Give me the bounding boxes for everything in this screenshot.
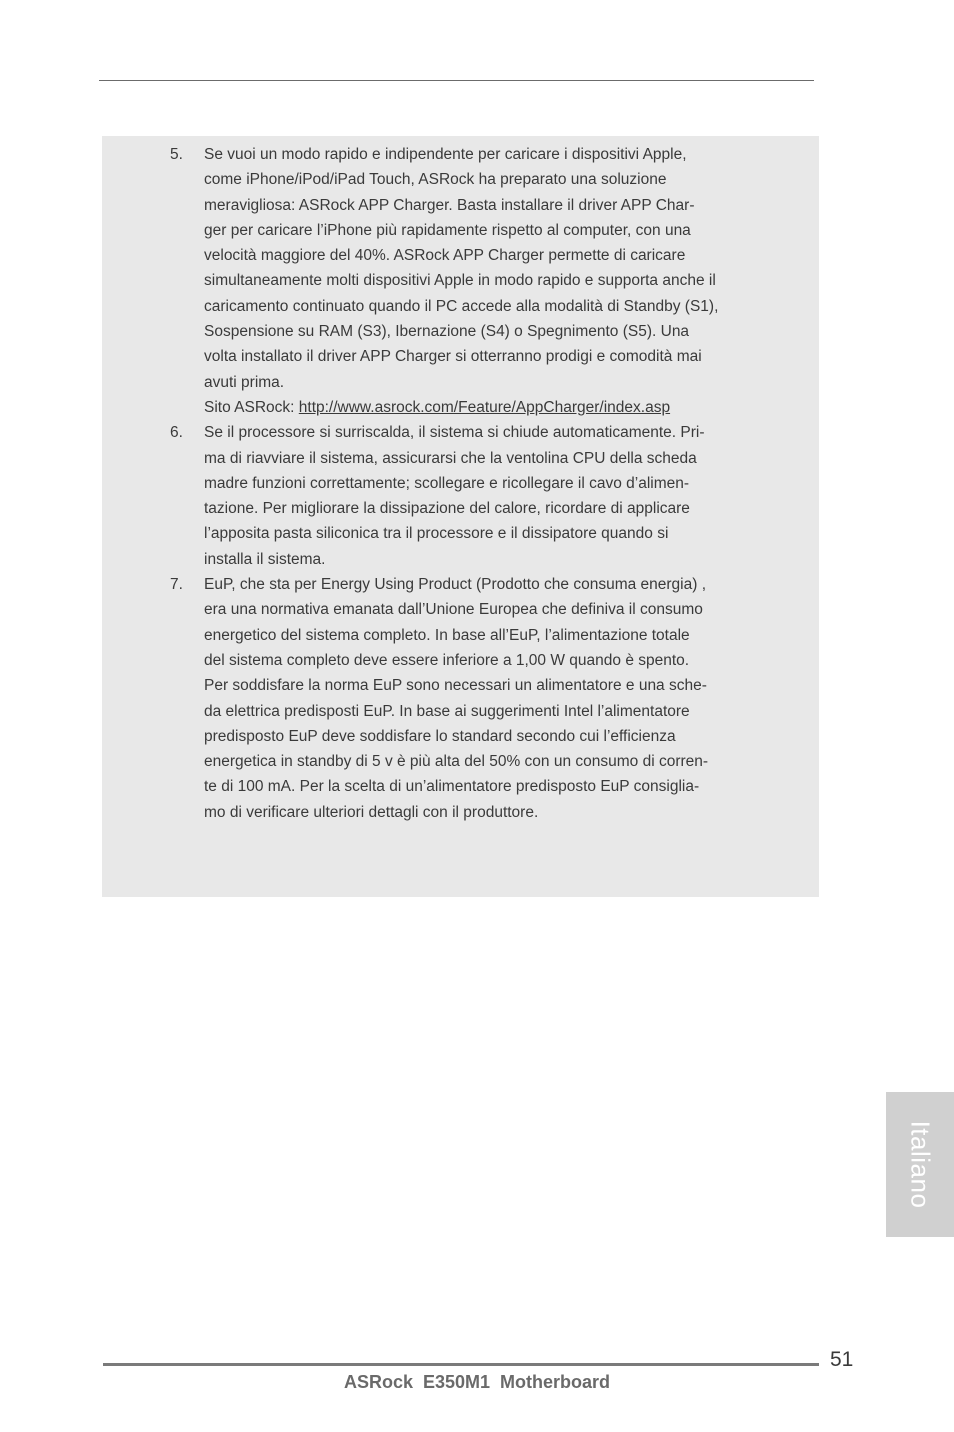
language-tab-label: Italiano bbox=[905, 1120, 936, 1209]
note-line: del sistema completo deve essere inferiore a 1,00 W quando è spento. bbox=[204, 651, 690, 669]
note-line: simultaneamente molti dispositivi Apple in modo rapido e supporta anche il bbox=[204, 272, 716, 290]
note-number: 6. bbox=[170, 424, 183, 442]
note-line: energetico del sistema completo. In base all’EuP, l’alimentazione totale bbox=[204, 626, 690, 644]
note-line: madre funzioni correttamente; scollegare e ricollegare il cavo d’alimen- bbox=[204, 474, 690, 492]
bottom-rule bbox=[103, 1363, 819, 1366]
site-label: Sito ASRock: bbox=[204, 398, 299, 416]
note-line: da elettrica predisposti EuP. In base ai suggerimenti Intel l’alimentatore bbox=[204, 702, 690, 720]
note-line: ger per caricare l’iPhone più rapidamente rispetto al computer, con una bbox=[204, 221, 691, 239]
note-line: installa il sistema. bbox=[204, 550, 326, 568]
note-line: caricamento continuato quando il PC accede alla modalità di Standby (S1), bbox=[204, 297, 719, 315]
note-item-5 bbox=[160, 142, 780, 420]
language-side-tab bbox=[886, 1092, 954, 1237]
note-line: Se il processore si surriscalda, il sistema si chiude automaticamente. Pri- bbox=[204, 424, 705, 442]
note-number: 7. bbox=[170, 576, 183, 594]
note-line: EuP, che sta per Energy Using Product (Prodotto che consuma energia) , bbox=[204, 576, 707, 594]
note-item-6 bbox=[160, 420, 780, 572]
note-line: Sospensione su RAM (S3), Ibernazione (S4) o Spegnimento (S5). Una bbox=[204, 323, 690, 341]
footer-title: ASRock E350M1 Motherboard bbox=[343, 1372, 611, 1392]
note-number: 5. bbox=[170, 146, 183, 163]
note-item-7 bbox=[160, 572, 780, 825]
note-line: predisposto EuP deve soddisfare lo standard secondo cui l’efficienza bbox=[204, 727, 676, 745]
note-line: meravigliosa: ASRock APP Charger. Basta installare il driver APP Char- bbox=[204, 196, 695, 214]
note-text bbox=[204, 420, 780, 572]
note-line: mo di verificare ulteriori dettagli con il produttore. bbox=[204, 803, 539, 821]
note-line: Per soddisfare la norma EuP sono necessari un alimentatore e una sche- bbox=[204, 677, 707, 695]
note-line: Se vuoi un modo rapido e indipendente per caricare i dispositivi Apple, bbox=[204, 146, 687, 163]
note-text bbox=[204, 572, 780, 825]
page-number: 51 bbox=[830, 1348, 854, 1371]
note-line: come iPhone/iPod/iPad Touch, ASRock ha preparato una soluzione bbox=[204, 171, 667, 189]
note-text bbox=[204, 142, 780, 420]
note-line: tazione. Per migliorare la dissipazione del calore, ricordare di applicare bbox=[204, 500, 690, 518]
note-line: te di 100 mA. Per la scelta di un’alimentatore predisposto EuP consiglia- bbox=[204, 778, 700, 796]
note-line: volta installato il driver APP Charger si otterranno prodigi e comodità mai bbox=[204, 348, 702, 366]
top-rule bbox=[99, 80, 814, 81]
appcharger-link[interactable]: http://www.asrock.com/Feature/AppCharger/index.asp bbox=[298, 398, 671, 416]
note-line: l’apposita pasta siliconica tra il processore e il dissipatore quando si bbox=[204, 525, 669, 543]
note-line: era una normativa emanata dall’Unione Europea che definiva il consumo bbox=[204, 601, 703, 619]
notes-list bbox=[160, 142, 780, 825]
site-line bbox=[204, 395, 780, 420]
note-line: ma di riavviare il sistema, assicurarsi che la ventolina CPU della scheda bbox=[204, 449, 697, 467]
note-line: energetica in standby di 5 v è più alta del 50% con un consumo di corren- bbox=[204, 753, 709, 771]
note-line: velocità maggiore del 40%. ASRock APP Charger permette di caricare bbox=[204, 247, 686, 265]
note-line: avuti prima. bbox=[204, 373, 285, 391]
